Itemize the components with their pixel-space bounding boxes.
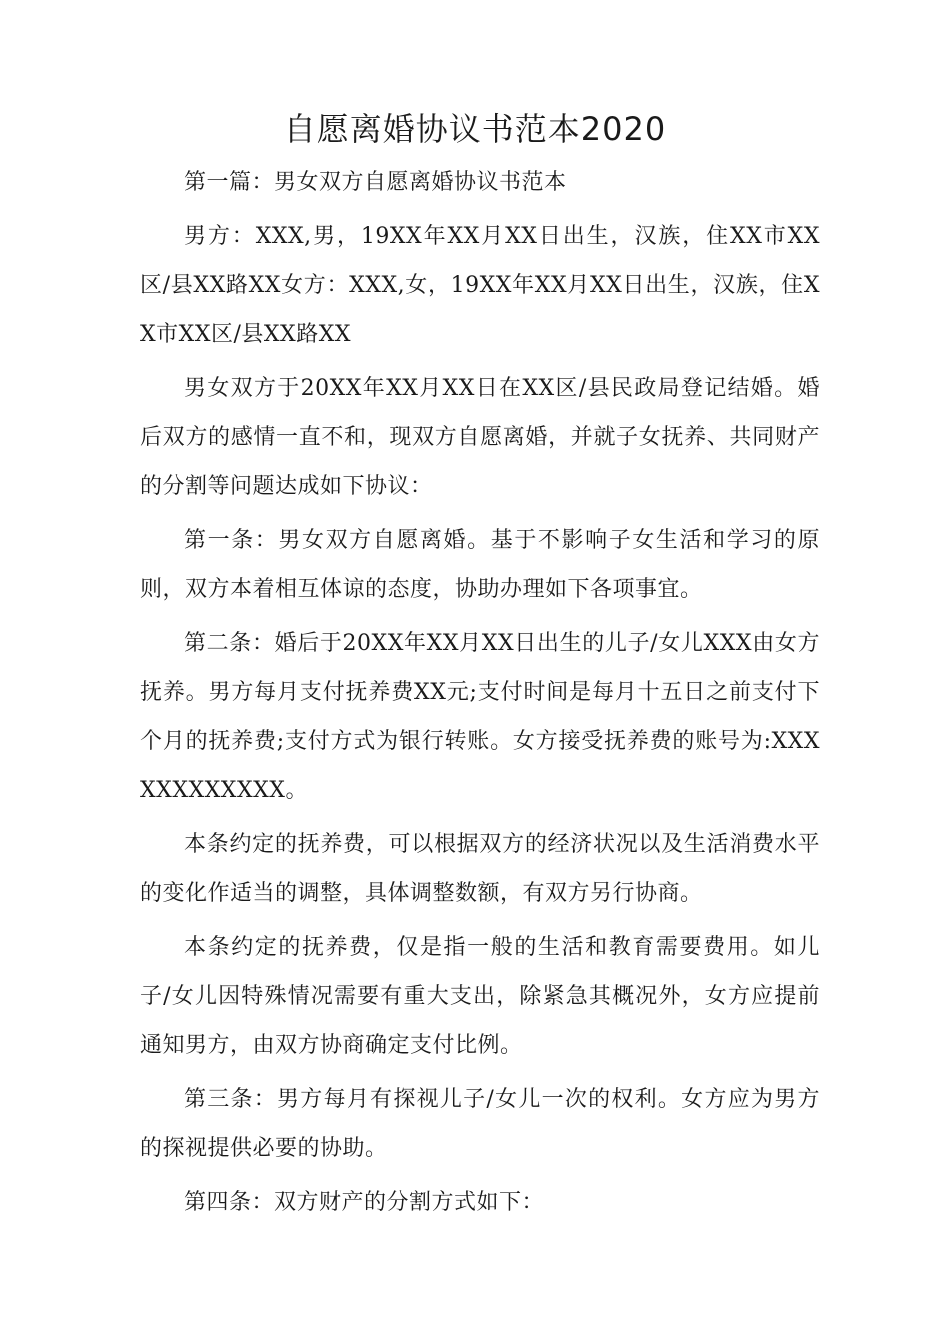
document-title: 自愿离婚协议书范本2020	[283, 110, 667, 148]
article-2-paragraph: 第二条：婚后于20XX年XX月XX日出生的儿子/女儿XXX由女方抚养。男方每月支付抚养费XX元;支付时间是每月十五日之前支付下个月的抚养费;支付方式为银行转账。女方接受抚养费的账号为:XXXXXXXXXXXX。	[140, 631, 820, 803]
article-1-paragraph: 第一条：男女双方自愿离婚。基于不影响子女生活和学习的原则，双方本着相互体谅的态度，协助办理如下各项事宜。	[140, 528, 820, 602]
parties-paragraph: 男方：XXX,男，19XX年XX月XX日出生，汉族，住XX市XX区/县XX路XX女方：XXX,女，19XX年XX月XX日出生，汉族，住XX市XX区/县XX路XX	[140, 224, 820, 347]
support-scope-paragraph: 本条约定的抚养费，仅是指一般的生活和教育需要费用。如儿子/女儿因特殊情况需要有重大支出，除紧急其概况外，女方应提前通知男方，由双方协商确定支付比例。	[140, 935, 820, 1058]
section-heading: 第一篇：男女双方自愿离婚协议书范本	[184, 170, 567, 195]
support-adjustment-paragraph: 本条约定的抚养费，可以根据双方的经济状况以及生活消费水平的变化作适当的调整，具体调整数额，有双方另行协商。	[140, 832, 820, 906]
article-3-paragraph: 第三条：男方每月有探视儿子/女儿一次的权利。女方应为男方的探视提供必要的协助。	[140, 1087, 820, 1161]
marriage-paragraph: 男女双方于20XX年XX月XX日在XX区/县民政局登记结婚。婚后双方的感情一直不和，现双方自愿离婚，并就子女抚养、共同财产的分割等问题达成如下协议：	[140, 376, 820, 499]
document-body	[140, 158, 820, 1232]
article-4-paragraph: 第四条：双方财产的分割方式如下：	[184, 1190, 545, 1215]
